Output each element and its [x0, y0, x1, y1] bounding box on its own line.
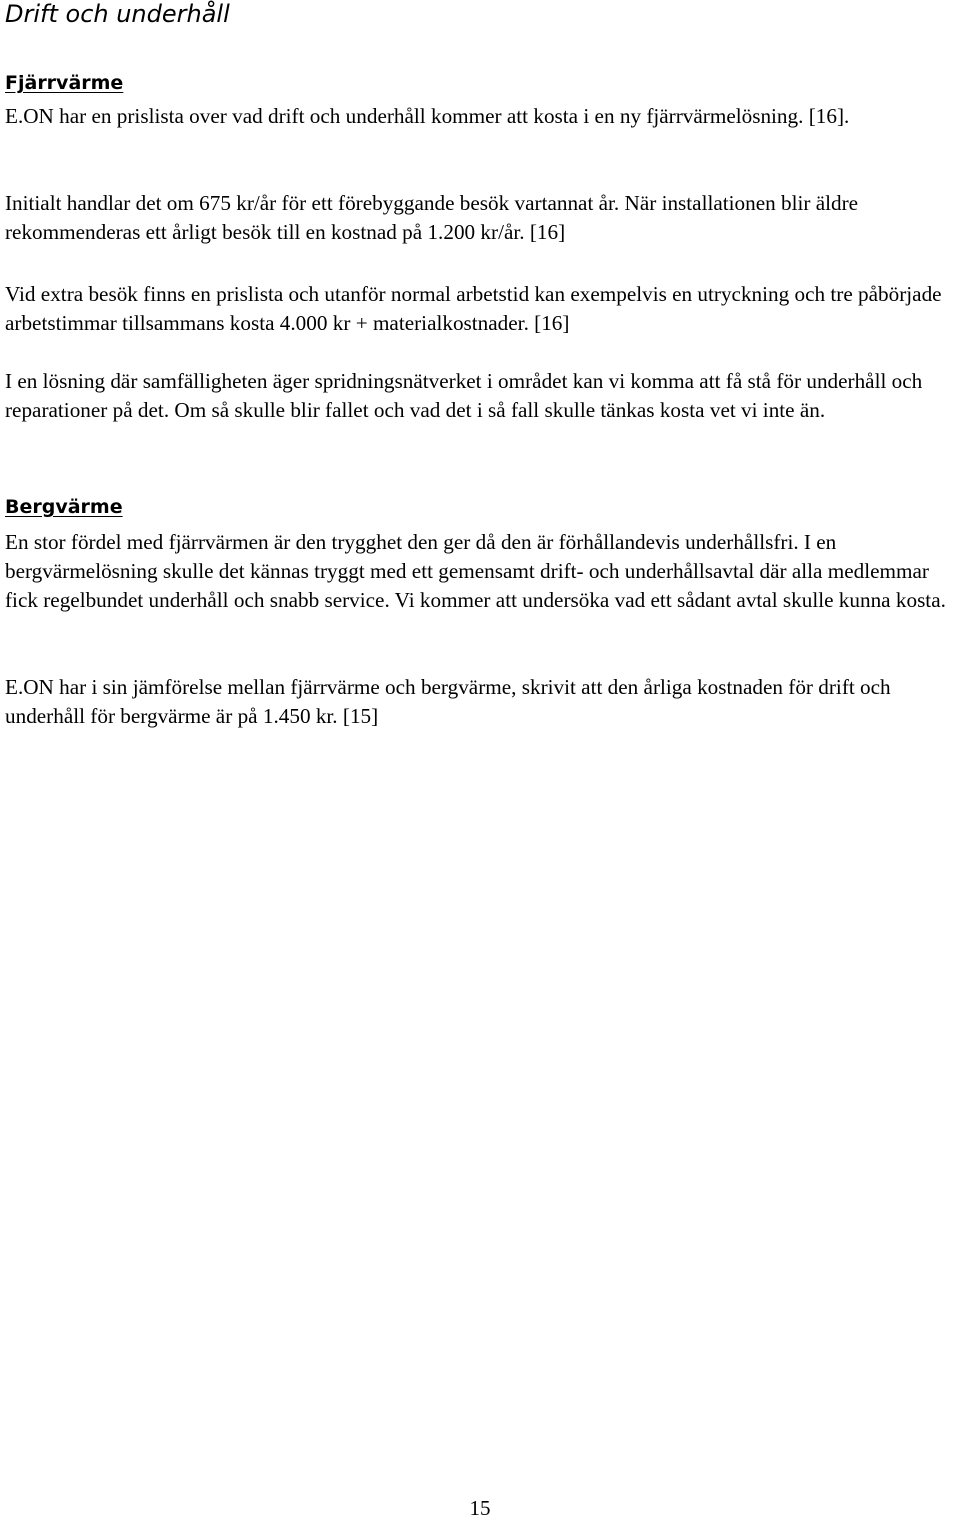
chapter-title: Drift och underhåll	[5, 0, 230, 28]
paragraph: Initialt handlar det om 675 kr/år för ett förebyggande besök vartannat år. När installationen blir äldre rekommenderas ett årligt besök till en kostnad på 1.200 kr/år. [16]	[5, 191, 859, 244]
section-heading-bergvarme: Bergvärme	[5, 496, 123, 518]
paragraph: I en lösning där samfälligheten äger spridningsnätverket i området kan vi komma att få stå för underhåll och reparationer på det. Om så skulle blir fallet och vad det i så fall skulle tänkas kosta vet vi inte än.	[5, 369, 923, 422]
section-heading-fjarrvarme: Fjärrvärme	[5, 72, 124, 94]
paragraph: En stor fördel med fjärrvärmen är den trygghet den ger då den är förhållandevis underhållsfri. I en bergvärmelösning skulle det kännas tryggt med ett gemensamt drift- och underhållsavtal där alla medlemmar fick regelbundet underhåll och snabb service. Vi kommer att undersöka vad ett sådant avtal skulle kunna kosta.	[5, 530, 946, 612]
paragraph: Vid extra besök finns en prislista och utanför normal arbetstid kan exempelvis en utryckning och tre påbörjade arbetstimmar tillsammans kosta 4.000 kr + materialkostnader. [16]	[5, 282, 942, 335]
paragraph: E.ON har i sin jämförelse mellan fjärrvärme och bergvärme, skrivit att den årliga kostnaden för drift och underhåll för bergvärme är på 1.450 kr. [15]	[5, 675, 891, 728]
paragraph: E.ON har en prislista over vad drift och underhåll kommer att kosta i en ny fjärrvärmelösning. [16].	[5, 104, 850, 128]
page-number: 15	[469, 1496, 491, 1520]
